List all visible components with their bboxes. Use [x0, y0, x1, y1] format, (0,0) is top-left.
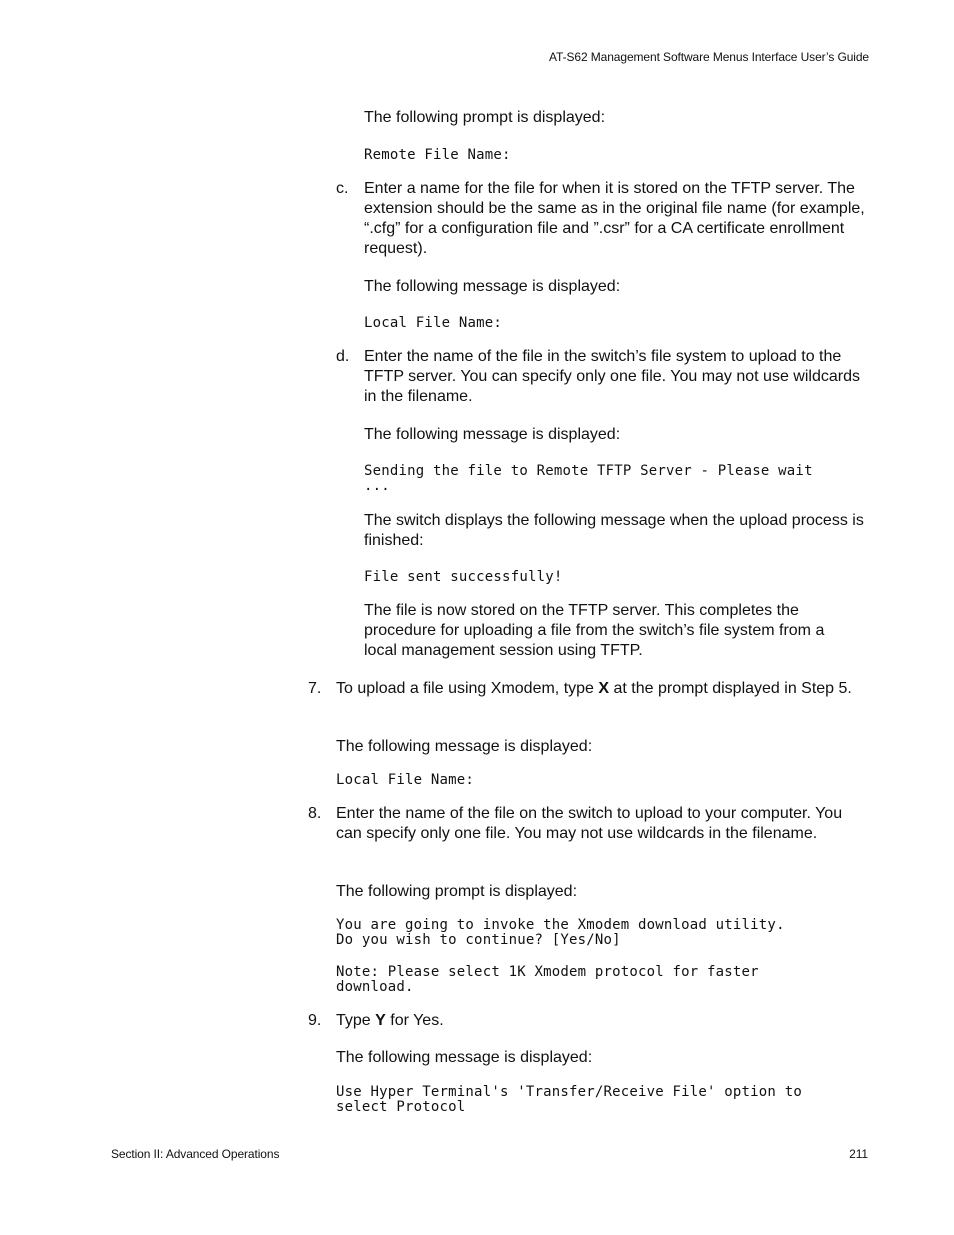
- prompt-intro-text: The following prompt is displayed:: [364, 109, 606, 126]
- step-9-text: [336, 1011, 871, 1031]
- code-hyper-terminal: Use Hyper Terminal's 'Transfer/Receive File' option to select Protocol: [336, 1084, 802, 1115]
- step-c-text: Enter a name for the file for when it is stored on the TFTP server. The extension should be the same as in the original file name (for example, “.cfg” for a configuration file and ”.csr” for a CA certificate enrollment request).: [364, 180, 865, 257]
- step-7-message-intro: The following message is displayed:: [336, 738, 593, 755]
- step-c-label: c.: [336, 180, 349, 197]
- step-7-label: 7.: [308, 680, 322, 697]
- step-7-key-x: X: [598, 680, 610, 697]
- page-number: 211: [849, 1147, 868, 1161]
- step-d-finish-intro: The switch displays the following message when the upload process is finished:: [364, 512, 864, 549]
- step-d-text: Enter the name of the file in the switch’s file system to upload to the TFTP server. You can specify only one file. You may not use wildcards in the filename.: [364, 348, 860, 405]
- step-8-prompt-intro: The following prompt is displayed:: [336, 883, 578, 900]
- code-local-file-name-xmodem: Local File Name:: [336, 772, 475, 788]
- step-9-text-before: Type: [336, 1012, 376, 1029]
- code-xmodem-prompt: You are going to invoke the Xmodem download utility. Do you wish to continue? [Yes/No]: [336, 917, 785, 948]
- code-xmodem-note: Note: Please select 1K Xmodem protocol for faster download.: [336, 964, 759, 995]
- step-8-text: Enter the name of the file on the switch to upload to your computer. You can specify only one file. You may not use wildcards in the filename.: [336, 805, 843, 842]
- step-9-key-y: Y: [375, 1012, 386, 1029]
- step-d-conclusion: The file is now stored on the TFTP server. This completes the procedure for uploading a file from the switch’s file system from a local management session using TFTP.: [364, 602, 825, 659]
- code-local-file-name: Local File Name:: [364, 315, 503, 331]
- step-9-message-intro: The following message is displayed:: [336, 1049, 593, 1066]
- step-7-text: [336, 679, 871, 699]
- code-sending-file: Sending the file to Remote TFTP Server - Please wait ...: [364, 463, 813, 494]
- step-7-text-before: To upload a file using Xmodem, type: [336, 680, 599, 697]
- step-9-text-after: for Yes.: [385, 1012, 444, 1029]
- step-c-message-intro: The following message is displayed:: [364, 278, 621, 295]
- running-header: AT-S62 Management Software Menus Interface User’s Guide: [549, 50, 869, 64]
- footer-section: Section II: Advanced Operations: [111, 1147, 280, 1161]
- step-d-message-intro: The following message is displayed:: [364, 426, 621, 443]
- step-7-text-after: at the prompt displayed in Step 5.: [609, 680, 852, 697]
- step-9-label: 9.: [308, 1012, 322, 1029]
- code-remote-file-name: Remote File Name:: [364, 147, 511, 163]
- step-d-label: d.: [336, 348, 350, 365]
- step-8-label: 8.: [308, 805, 322, 822]
- code-file-sent: File sent successfully!: [364, 569, 563, 585]
